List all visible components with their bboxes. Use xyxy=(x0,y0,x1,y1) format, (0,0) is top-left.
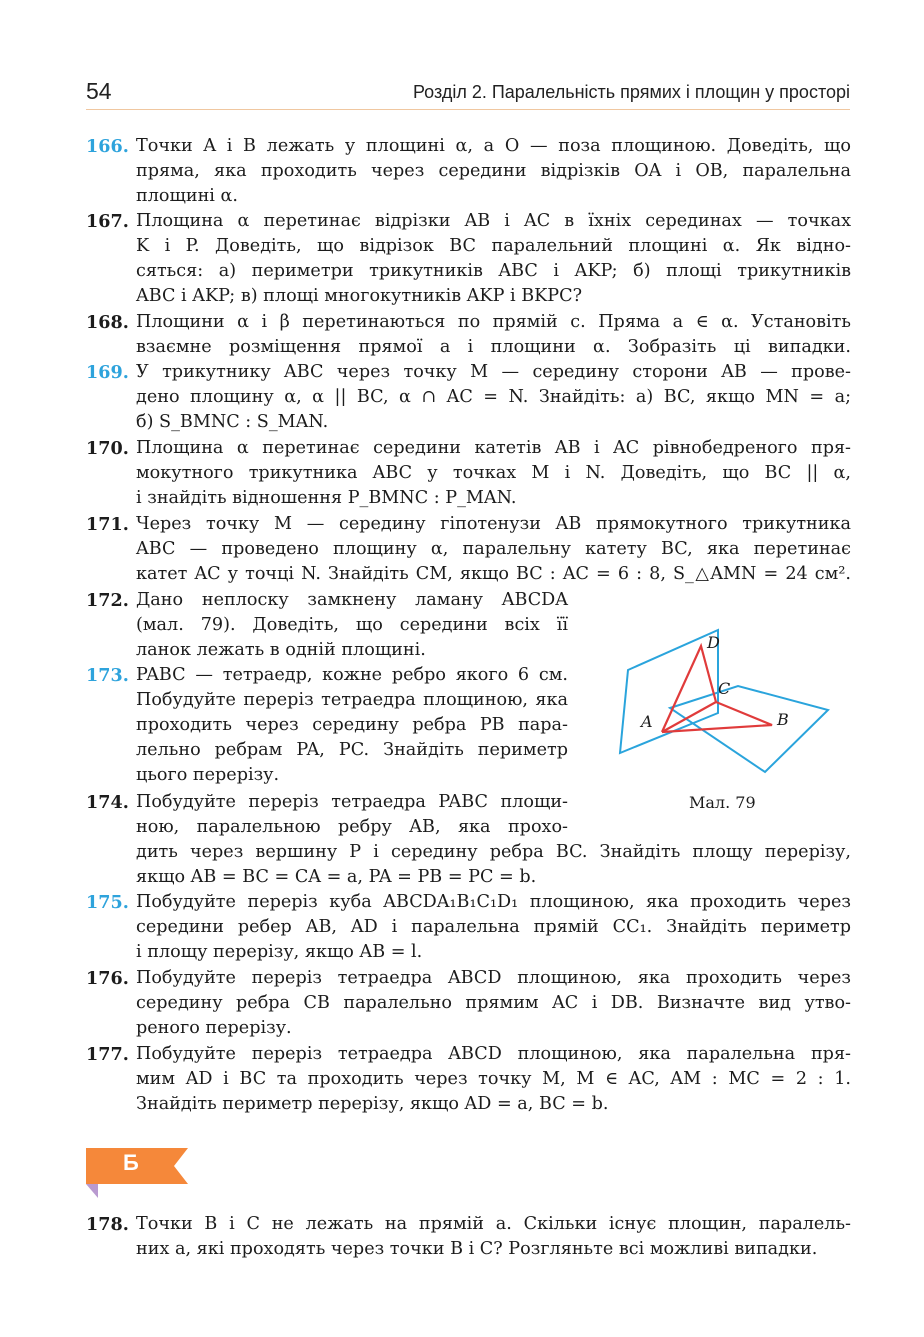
problem-line: Площини α і β перетинаються по прямій c. Пряма a ∈ α. Установіть xyxy=(136,312,851,332)
page-number: 54 xyxy=(86,78,112,104)
problem-number: 168. xyxy=(86,312,129,333)
problem-169 xyxy=(86,360,851,435)
problem-line: середину ребра CB паралельно прямим AC і DB. Визначте вид утво- xyxy=(136,993,851,1013)
label-b: B xyxy=(777,710,789,729)
problem-line: б) S_BMNC : S_MAN. xyxy=(136,412,329,432)
problem-178 xyxy=(86,1212,851,1262)
problem-line: реного перерізу. xyxy=(136,1018,292,1038)
problem-line: середини ребер AB, AD і паралельна прямій CC₁. Знайдіть периметр xyxy=(136,917,851,937)
problem-number: 172. xyxy=(86,590,129,611)
problem-line: ABC і AKP; в) площі многокутників AKP і BKPC? xyxy=(136,286,583,306)
problem-line: взаємне розміщення прямої a і площини α. Зобразіть ці випадки. xyxy=(136,337,851,357)
problem-line: Побудуйте переріз куба ABCDA₁B₁C₁D₁ площиною, яка проходить через xyxy=(136,892,851,912)
problem-number: 171. xyxy=(86,514,129,535)
problem-number: 170. xyxy=(86,438,129,459)
problem-line: мим AD і BC та проходить через точку M, M ∈ AC, AM : MC = 2 : 1. xyxy=(136,1069,851,1089)
problem-line: Площина α перетинає відрізки AB і AC в їхніх серединах — точках xyxy=(136,211,851,231)
problem-line: сяться: а) периметри трикутників ABC і AKP; б) площі трикутників xyxy=(136,261,851,281)
label-a: A xyxy=(641,712,653,731)
problem-number: 166. xyxy=(86,136,129,157)
problem-line: ланок лежать в одній площині. xyxy=(136,640,426,660)
problem-number: 176. xyxy=(86,968,129,989)
problem-line: цього перерізу. xyxy=(136,765,280,785)
problem-167 xyxy=(86,209,851,309)
problem-line: (мал. 79). Доведіть, що середини всіх її xyxy=(136,615,568,635)
problem-line: них a, які проходять через точки B і C? Розгляньте всі можливі випадки. xyxy=(136,1239,818,1259)
problem-175 xyxy=(86,890,851,965)
problem-line: площині α. xyxy=(136,186,238,206)
problem-176 xyxy=(86,966,851,1041)
problem-line: Площина α перетинає середини катетів AB і AC рівнобедреного пря- xyxy=(136,438,851,458)
problem-line: K і P. Доведіть, що відрізок BC паралельний площині α. Як відно- xyxy=(136,236,851,256)
problem-number: 174. xyxy=(86,792,129,813)
problem-170 xyxy=(86,436,851,511)
problem-line: якщо AB = BC = CA = a, PA = PB = PC = b. xyxy=(136,867,537,887)
problem-line: ною, паралельною ребру AB, яка прохо- xyxy=(136,817,568,837)
problem-line: дено площину α, α || BC, α ∩ AC = N. Знайдіть: а) BC, якщо MN = a; xyxy=(136,387,851,407)
problem-number: 167. xyxy=(86,211,129,232)
label-c: C xyxy=(718,679,731,698)
figure-caption: Мал. 79 xyxy=(689,793,756,812)
problem-line: катет AC у точці N. Знайдіть CM, якщо BC : AC = 6 : 8, S_△AMN = 24 см². xyxy=(136,564,851,584)
header-rule xyxy=(86,109,850,110)
problem-line: лельно ребрам PA, PC. Знайдіть периметр xyxy=(136,740,568,760)
problem-number: 173. xyxy=(86,665,129,686)
problem-168 xyxy=(86,310,851,360)
plane-left xyxy=(620,630,718,753)
problem-172 xyxy=(86,588,568,663)
figure-79 xyxy=(615,628,835,778)
problem-177 xyxy=(86,1042,851,1117)
problem-line: У трикутнику ABC через точку M — середину сторони AB — прове- xyxy=(136,362,851,382)
section-tab-label: Б xyxy=(123,1150,139,1175)
tab-corner xyxy=(86,1184,98,1198)
problem-line: мокутного трикутника ABC у точках M і N. Доведіть, що BC || α, xyxy=(136,463,851,483)
problem-line: Знайдіть периметр перерізу, якщо AD = a, BC = b. xyxy=(136,1094,609,1114)
problem-number: 178. xyxy=(86,1214,129,1235)
problem-line: Точки A і B лежать у площині α, а O — поза площиною. Доведіть, що xyxy=(136,136,851,156)
problem-line: Побудуйте переріз тетраедра площиною, яка xyxy=(136,690,568,710)
problem-173 xyxy=(86,663,568,788)
problem-number: 175. xyxy=(86,892,129,913)
problem-line: Через точку M — середину гіпотенузи AB прямокутного трикутника xyxy=(136,514,851,534)
label-d: D xyxy=(707,633,720,652)
problem-line: Побудуйте переріз тетраедра PABC площи- xyxy=(136,792,568,812)
problem-line: проходить через середину ребра PB пара- xyxy=(136,715,568,735)
problem-line: і знайдіть відношення P_BMNC : P_MAN. xyxy=(136,488,517,508)
problem-line: Дано неплоску замкнену ламану ABCDA xyxy=(136,590,568,610)
problem-line: дить через вершину P і середину ребра BC. Знайдіть площу перерізу, xyxy=(136,842,851,862)
problem-number: 177. xyxy=(86,1044,129,1065)
problem-171 xyxy=(86,512,851,587)
problem-166 xyxy=(86,134,851,209)
chapter-title: Розділ 2. Паралельність прямих і площин у просторі xyxy=(412,82,850,102)
problem-line: Точки B і C не лежать на прямій a. Скільки існує площин, паралель- xyxy=(136,1214,851,1234)
problem-line: PABC — тетраедр, кожне ребро якого 6 см. xyxy=(136,665,568,685)
problem-number: 169. xyxy=(86,362,129,383)
problem-line: пряма, яка проходить через середини відрізків OA і OB, паралельна xyxy=(136,161,851,181)
problem-line: Побудуйте переріз тетраедра ABCD площиною, яка паралельна пря- xyxy=(136,1044,851,1064)
problem-line: Побудуйте переріз тетраедра ABCD площиною, яка проходить через xyxy=(136,968,851,988)
problem-line: ABC — проведено площину α, паралельну катету BC, яка перетинає xyxy=(136,539,851,559)
problem-line: і площу перерізу, якщо AB = l. xyxy=(136,942,423,962)
